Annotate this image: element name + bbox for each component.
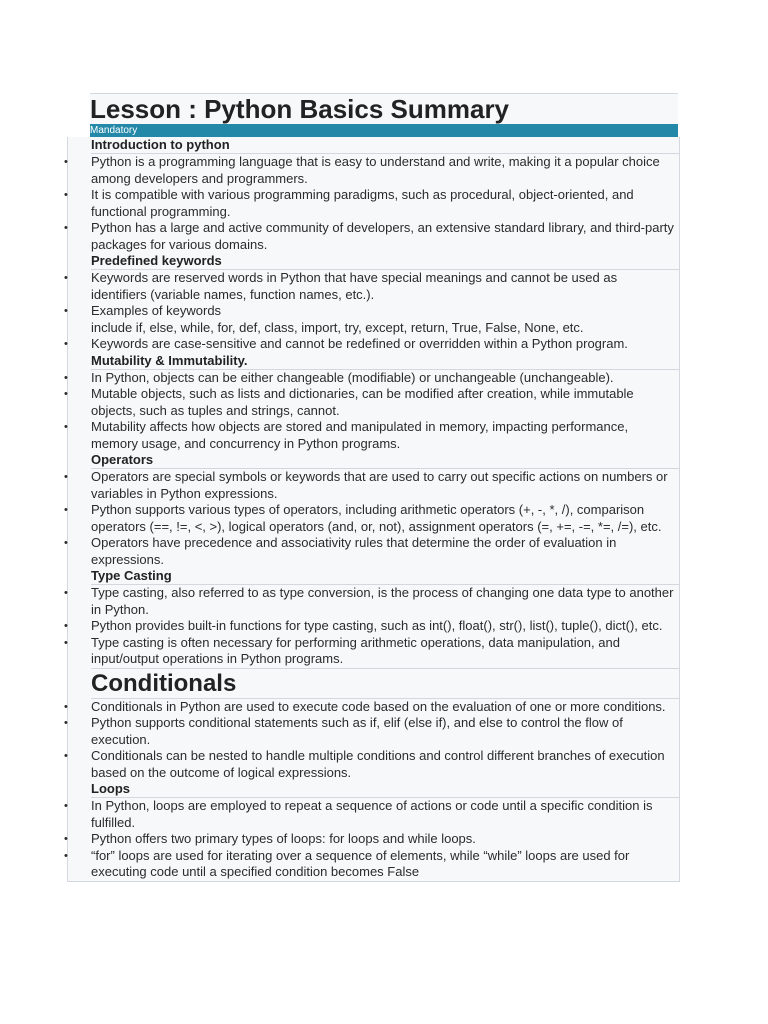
bullet-icon: • <box>64 305 68 317</box>
bullet-icon: • <box>64 222 68 234</box>
list-item-text: Operators are special symbols or keywords that are used to carry out specific actions on numbers or variables in Python expressions. <box>91 469 668 501</box>
list-item <box>64 369 679 387</box>
section-item-list <box>64 469 679 568</box>
bullet-icon: • <box>64 620 68 632</box>
list-item <box>64 535 679 568</box>
bullet-icon: • <box>64 189 68 201</box>
list-item <box>64 798 679 831</box>
lesson-document <box>64 93 678 882</box>
list-item-text: Type casting, also referred to as type conversion, is the process of changing one data type to another in Python. <box>91 585 674 617</box>
list-item-text: Keywords are case-sensitive and cannot be redefined or overridden within a Python program. <box>91 336 628 351</box>
section-heading: Predefined keywords <box>91 253 679 270</box>
list-item <box>64 419 679 452</box>
list-item-text: Type casting is often necessary for performing arithmetic operations, data manipulation, and input/output operations in Python programs. <box>91 634 620 666</box>
section-heading: Conditionals <box>91 668 679 699</box>
list-item-text: In Python, objects can be either changeable (modifiable) or unchangeable (unchangeable). <box>91 369 614 385</box>
bullet-icon: • <box>64 388 68 400</box>
list-item-text: Examples of keywords <box>91 303 222 318</box>
bullet-icon: • <box>64 800 68 812</box>
list-item <box>64 220 679 253</box>
bullet-icon: • <box>64 272 68 284</box>
list-item <box>64 187 679 220</box>
list-item <box>64 585 679 618</box>
bullet-icon: • <box>64 338 68 350</box>
section-item-list <box>64 798 679 881</box>
list-item <box>64 698 679 716</box>
bullet-icon: • <box>64 849 68 862</box>
list-item-text: Conditionals in Python are used to execute code based on the evaluation of one or more conditions. <box>91 698 666 714</box>
section-heading: Type Casting <box>91 568 679 585</box>
list-item <box>64 154 679 187</box>
bullet-icon: • <box>64 156 68 168</box>
list-item-text: In Python, loops are employed to repeat a sequence of actions or code until a specific condition is fulfilled. <box>91 798 653 830</box>
bullet-icon: • <box>64 636 68 649</box>
list-item-text: Python offers two primary types of loops: for loops and while loops. <box>91 831 476 846</box>
section-item-list <box>64 270 679 353</box>
list-item <box>64 748 679 781</box>
section-heading: Introduction to python <box>91 137 679 154</box>
bullet-icon: • <box>64 750 68 762</box>
list-item <box>64 634 679 668</box>
list-item-text: Python is a programming language that is easy to understand and write, making it a popular choice among developers and programmers. <box>91 154 660 186</box>
bullet-icon: • <box>64 587 68 599</box>
bullet-icon: • <box>64 471 68 483</box>
list-item-text: Mutability affects how objects are stored and manipulated in memory, impacting performance, memory usage, and concurrency in Python programs. <box>91 419 629 451</box>
list-item <box>64 270 679 303</box>
section-heading: Mutability & Immutability. <box>91 353 679 370</box>
list-item <box>64 715 679 748</box>
bullet-icon: • <box>64 833 68 845</box>
lesson-title-row <box>90 93 678 124</box>
list-item-text: Conditionals can be nested to handle multiple conditions and control different branches of execution based on the outcome of logical expressions. <box>91 748 665 780</box>
mandatory-badge: Mandatory <box>90 124 678 137</box>
section-item-list <box>64 154 679 253</box>
list-item-text: Python provides built-in functions for type casting, such as int(), float(), str(), list(), tuple(), dict(), etc. <box>91 618 663 633</box>
section-heading: Loops <box>91 781 679 798</box>
bullet-icon: • <box>64 717 68 729</box>
list-item-continuation: include if, else, while, for, def, class, import, try, except, return, True, False, None, etc. <box>91 319 584 335</box>
list-item <box>64 336 679 353</box>
bullet-icon: • <box>64 371 68 384</box>
list-item-text: Keywords are reserved words in Python that have special meanings and cannot be used as identifiers (variable names, function names, etc.). <box>91 270 618 302</box>
list-item <box>64 618 679 635</box>
lesson-title: Lesson : Python Basics Summary <box>90 94 510 124</box>
bullet-icon: • <box>64 504 68 516</box>
section-item-list <box>64 585 679 668</box>
list-item-text: It is compatible with various programming paradigms, such as procedural, object-oriented, and functional programming. <box>91 187 634 219</box>
list-item-text: Python supports conditional statements such as if, elif (else if), and else to control the flow of execution. <box>91 715 623 747</box>
section-item-list <box>64 369 679 453</box>
list-item-text: Mutable objects, such as lists and dictionaries, can be modified after creation, while immutable objects, such as tuples and strings, cannot. <box>91 386 634 418</box>
list-item-text: “for” loops are used for iterating over a sequence of elements, while “while” loops are used for executing code until a specified condition becomes False <box>91 847 630 879</box>
list-item <box>64 502 679 535</box>
list-item-text: Python supports various types of operators, including arithmetic operators (+, -, *, /), comparison operators (==, !=, <, >), logical operators (and, or, not), assignment operators (=, +=, -=, *=, /=), etc. <box>91 502 662 534</box>
list-item <box>64 831 679 848</box>
list-item <box>64 386 679 419</box>
list-item <box>64 847 679 881</box>
list-item-text: Operators have precedence and associativity rules that determine the order of evaluation in expressions. <box>91 535 617 567</box>
list-item <box>64 469 679 502</box>
bullet-icon: • <box>64 537 68 549</box>
sections-table <box>64 137 680 882</box>
list-item <box>64 303 679 336</box>
bullet-icon: • <box>64 700 68 713</box>
bullet-icon: • <box>64 421 68 433</box>
section-heading: Operators <box>91 452 679 469</box>
list-item-text: Python has a large and active community of developers, an extensive standard library, and third-party packages for various domains. <box>91 220 674 252</box>
section-item-list <box>64 698 679 782</box>
